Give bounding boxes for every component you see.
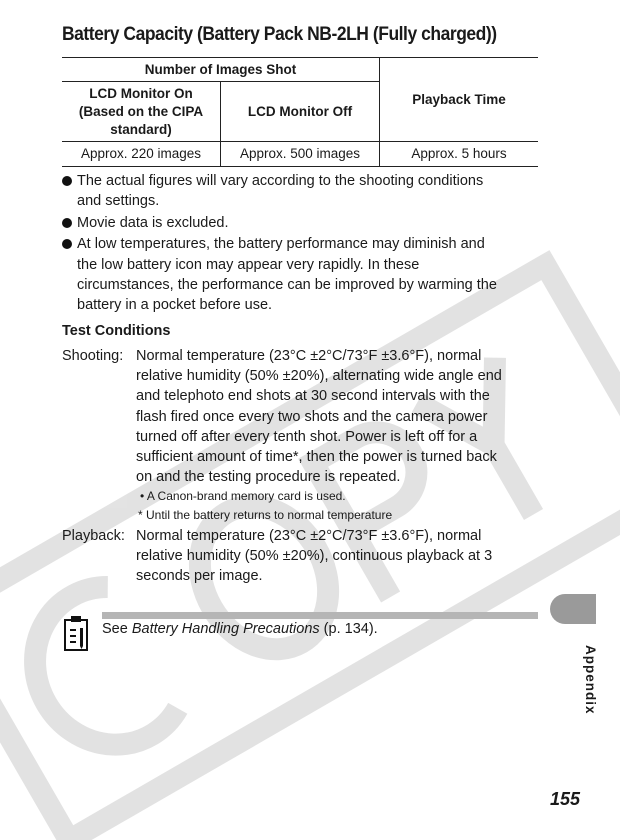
page-title: Battery Capacity (Battery Pack NB-2LH (Fully charged)) xyxy=(62,24,497,45)
list-item: Movie data is excluded. xyxy=(62,213,542,233)
table-cell: Approx. 220 images xyxy=(62,142,221,167)
group-header: Number of Images Shot xyxy=(62,58,380,82)
memo-note-icon xyxy=(63,614,91,652)
battery-capacity-table xyxy=(62,57,538,167)
table-cell: Approx. 500 images xyxy=(221,142,380,167)
playback-conditions xyxy=(62,526,542,587)
table-row xyxy=(62,142,538,167)
notes-list xyxy=(62,171,542,317)
bullet-icon xyxy=(62,176,72,186)
list-item: At low temperatures, the battery performance may diminish and the low battery icon may appear very rapidly. In these circumstances, the performance can be improved by warming the battery in a pocket before use. xyxy=(62,234,542,316)
playback-time-header: Playback Time xyxy=(380,58,539,142)
temperature-footnote: * Until the battery returns to normal temperature xyxy=(138,508,393,523)
playback-label: Playback: xyxy=(62,528,125,544)
table-cell: Approx. 5 hours xyxy=(380,142,539,167)
shooting-conditions xyxy=(62,346,542,525)
appendix-tab xyxy=(550,594,596,624)
memo-divider xyxy=(102,612,538,619)
lcd-off-header: LCD Monitor Off xyxy=(221,82,380,142)
bullet-icon xyxy=(62,239,72,249)
shooting-text: Normal temperature (23°C ±2°C/73°F ±3.6°F), normal relative humidity (50% ±20%), alternating wide angle end and telephoto end shots at 30 second intervals with the flash fired once every two shots and the camera power turned off after every tenth shot. Power is left off for a sufficient amount of time*, then the power is turned back on and the testing procedure is repeated. • A Canon-brand memory card is used. * Until the battery returns to normal temperature xyxy=(136,346,542,525)
test-conditions-heading: Test Conditions xyxy=(62,323,171,339)
memory-card-note: • A Canon-brand memory card is used. xyxy=(140,489,346,504)
lcd-on-header: LCD Monitor On (Based on the CIPA standard) xyxy=(62,82,221,142)
appendix-label: Appendix xyxy=(583,645,598,715)
playback-text: Normal temperature (23°C ±2°C/73°F ±3.6°F), normal relative humidity (50% ±20%), continuous playback at 3 seconds per image. xyxy=(136,528,493,585)
bullet-icon xyxy=(62,218,72,228)
list-item: The actual figures will vary according to the shooting conditions and settings. xyxy=(62,171,542,212)
shooting-label: Shooting: xyxy=(62,348,124,364)
precautions-reference-link[interactable]: Battery Handling Precautions xyxy=(131,621,320,637)
memo-text: See Battery Handling Precautions (p. 134). xyxy=(102,621,378,637)
page-number: 155 xyxy=(549,789,580,809)
